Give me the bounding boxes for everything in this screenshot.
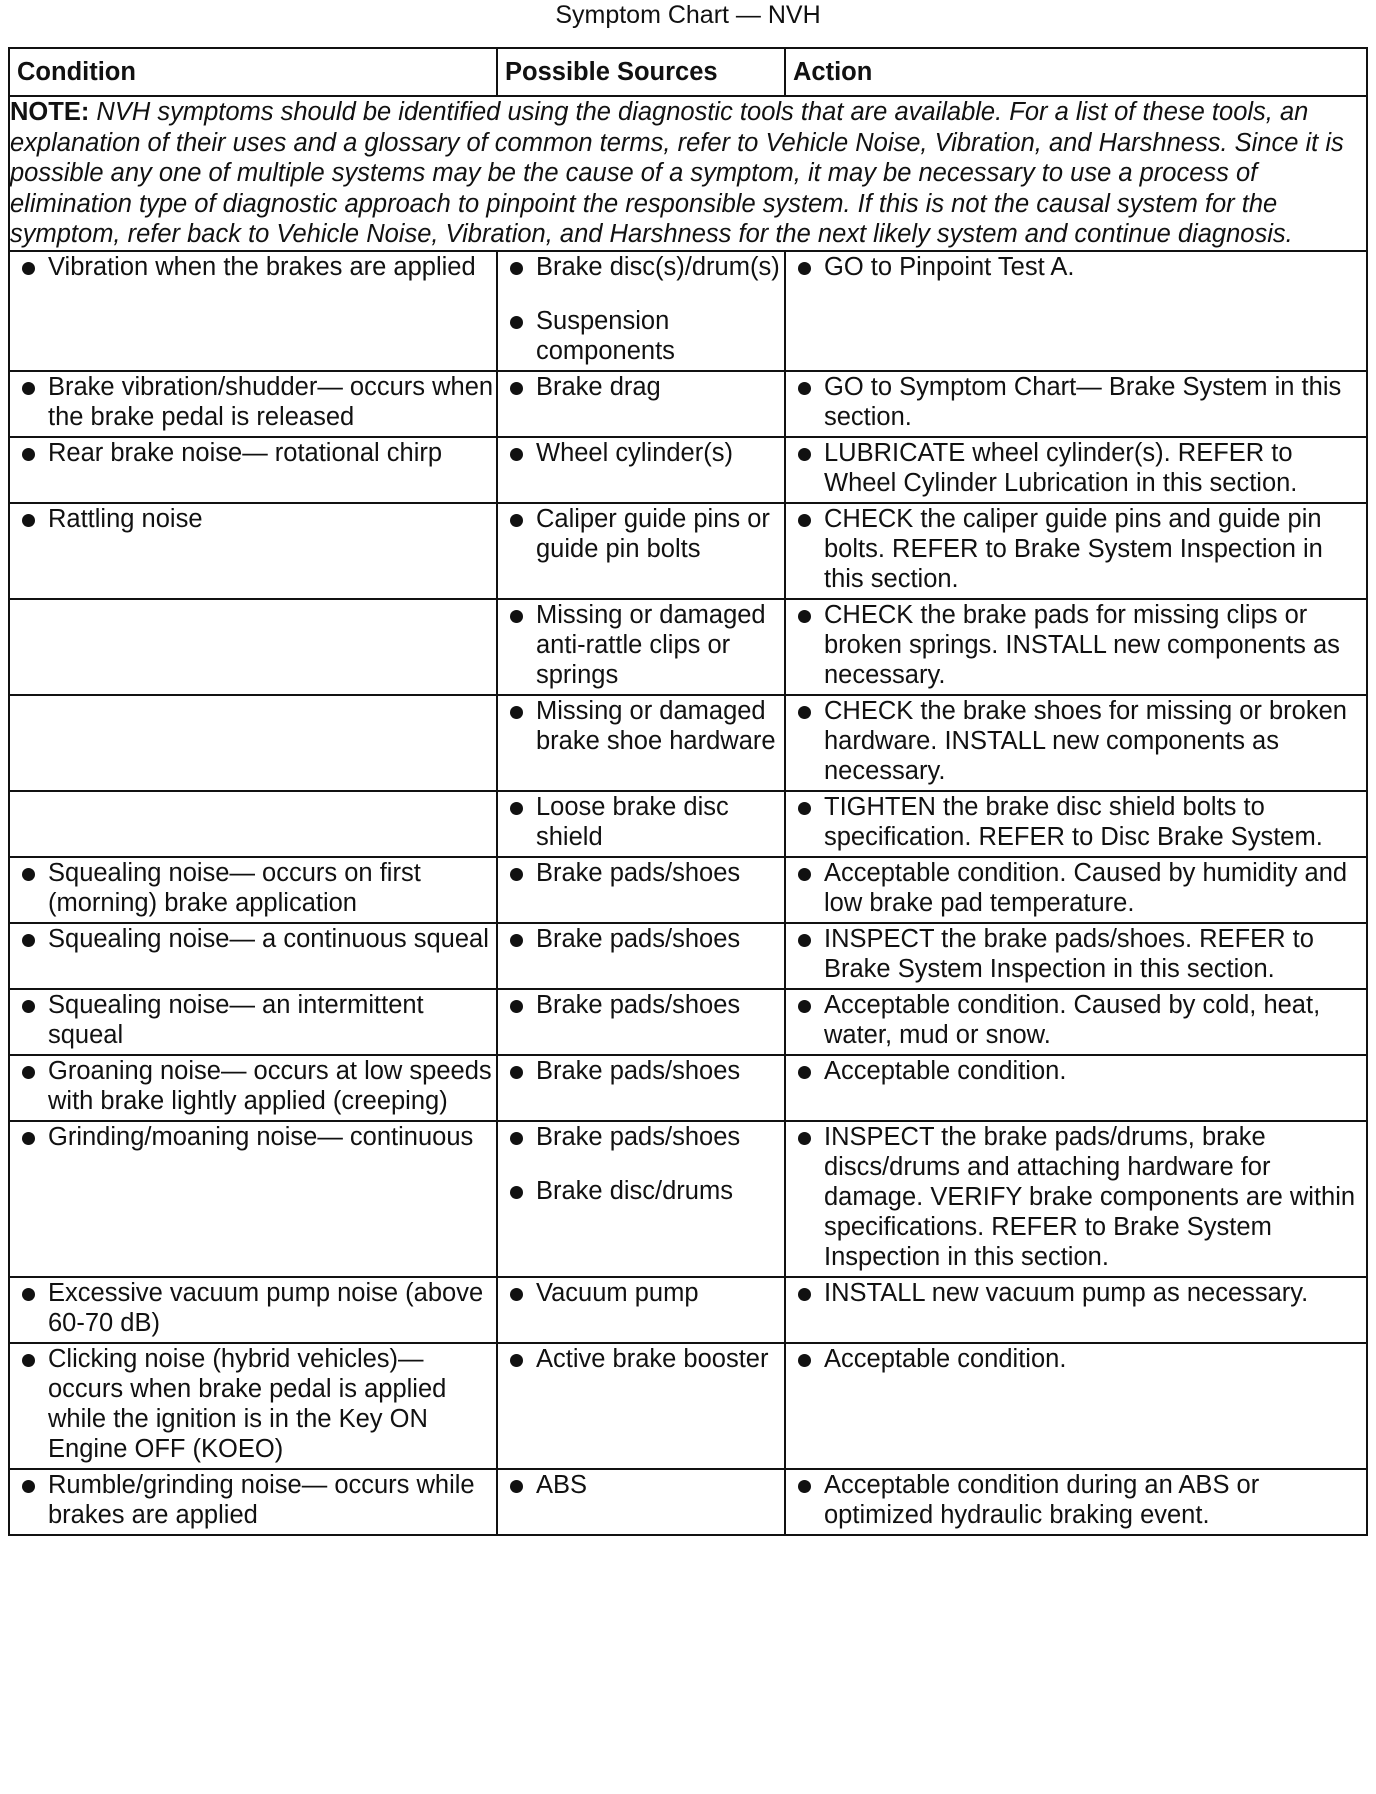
possible-sources-cell — [497, 599, 785, 695]
bullet-dot-icon — [498, 696, 536, 726]
condition-text: Grinding/moaning noise— continuous — [48, 1122, 474, 1151]
bullet-dot-icon — [498, 858, 536, 888]
bullet-dot-icon — [786, 438, 824, 468]
possible-sources-cell — [497, 1055, 785, 1121]
condition-cell — [9, 1469, 497, 1535]
condition-cell — [9, 251, 497, 371]
bullet-dot-icon — [786, 696, 824, 726]
header-condition: Condition — [9, 48, 497, 96]
bullet-dot-icon — [786, 924, 824, 954]
note-text: NVH symptoms should be identified using the diagnostic tools that are available. For a list of these tools, an explanation of their uses and a glossary of common terms, refer to Vehicle Noise, Vibration, and Harshness. Since it is possible any one of multiple systems may be the cause of a symptom, it may be necessary to use a process of elimination type of diagnostic approach to pinpoint the responsible system. If this is not the causal system for the symptom, refer back to Vehicle Noise, Vibration, and Harshness for the next likely system and continue diagnosis. — [10, 98, 1344, 248]
bullet-dot-icon — [10, 438, 48, 468]
bullet-item — [786, 1056, 1366, 1086]
source-text: Vacuum pump — [536, 1278, 699, 1307]
bullet-item — [10, 1122, 496, 1152]
condition-text: Squealing noise— an intermittent squeal — [48, 990, 424, 1049]
bullet-dot-icon — [498, 1470, 536, 1500]
bullet-item — [786, 438, 1366, 498]
action-text: INSPECT the brake pads/shoes. REFER to Brake System Inspection in this section. — [824, 924, 1314, 983]
action-cell — [785, 989, 1367, 1055]
bullet-item — [498, 438, 784, 468]
possible-sources-cell — [497, 695, 785, 791]
header-row — [9, 48, 1367, 96]
action-text: LUBRICATE wheel cylinder(s). REFER to Wheel Cylinder Lubrication in this section. — [824, 438, 1298, 497]
note-label: NOTE: — [10, 98, 90, 126]
condition-text: Clicking noise (hybrid vehicles)— occurs when brake pedal is applied while the ignition is in the Key ON Engine OFF (KOEO) — [48, 1344, 447, 1463]
bullet-item — [786, 372, 1366, 432]
possible-sources-cell — [497, 923, 785, 989]
possible-sources-cell — [497, 989, 785, 1055]
bullet-item — [498, 858, 784, 888]
bullet-item — [10, 924, 496, 954]
bullet-item — [498, 252, 784, 282]
table-row — [9, 989, 1367, 1055]
bullet-item — [786, 990, 1366, 1050]
action-cell — [785, 1055, 1367, 1121]
source-text: Missing or damaged anti-rattle clips or springs — [536, 600, 766, 689]
bullet-item — [498, 372, 784, 402]
bullet-dot-icon — [10, 504, 48, 534]
action-text: Acceptable condition. Caused by cold, heat, water, mud or snow. — [824, 990, 1321, 1049]
action-cell — [785, 1469, 1367, 1535]
condition-cell — [9, 1277, 497, 1343]
action-cell — [785, 599, 1367, 695]
bullet-item — [498, 990, 784, 1020]
condition-cell — [9, 791, 497, 857]
action-cell — [785, 251, 1367, 371]
bullet-dot-icon — [498, 1344, 536, 1374]
bullet-dot-icon — [10, 252, 48, 282]
bullet-dot-icon — [786, 1470, 824, 1500]
bullet-dot-icon — [786, 1278, 824, 1308]
bullet-dot-icon — [786, 372, 824, 402]
action-text: TIGHTEN the brake disc shield bolts to specification. REFER to Disc Brake System. — [824, 792, 1323, 851]
source-text: Loose brake disc shield — [536, 792, 729, 851]
bullet-dot-icon — [786, 1056, 824, 1086]
bullet-dot-icon — [10, 1122, 48, 1152]
bullet-item — [498, 1470, 784, 1500]
note-row — [9, 96, 1367, 251]
condition-cell — [9, 695, 497, 791]
possible-sources-cell — [497, 1343, 785, 1469]
condition-cell — [9, 599, 497, 695]
source-text: Brake pads/shoes — [536, 924, 741, 953]
bullet-item — [10, 1470, 496, 1530]
table-row — [9, 371, 1367, 437]
bullet-dot-icon — [498, 438, 536, 468]
header-action: Action — [785, 48, 1367, 96]
bullet-dot-icon — [498, 372, 536, 402]
bullet-dot-icon — [498, 252, 536, 282]
possible-sources-cell — [497, 1469, 785, 1535]
action-text: GO to Symptom Chart— Brake System in this section. — [824, 372, 1342, 431]
bullet-item — [498, 924, 784, 954]
condition-cell — [9, 371, 497, 437]
source-text: Wheel cylinder(s) — [536, 438, 733, 467]
bullet-item — [498, 1278, 784, 1308]
source-text: Brake drag — [536, 372, 661, 401]
bullet-dot-icon — [10, 1344, 48, 1374]
condition-cell — [9, 989, 497, 1055]
table-row — [9, 1055, 1367, 1121]
source-text: Brake pads/shoes — [536, 990, 741, 1019]
table-row — [9, 695, 1367, 791]
action-text: CHECK the caliper guide pins and guide pin bolts. REFER to Brake System Inspection in this section. — [824, 504, 1323, 593]
bullet-item — [786, 696, 1366, 786]
bullet-item — [498, 504, 784, 564]
symptom-table — [8, 47, 1368, 1536]
bullet-item — [498, 792, 784, 852]
bullet-dot-icon — [786, 504, 824, 534]
bullet-item — [10, 990, 496, 1050]
condition-text: Squealing noise— a continuous squeal — [48, 924, 489, 953]
bullet-dot-icon — [786, 1122, 824, 1152]
possible-sources-cell — [497, 437, 785, 503]
bullet-dot-icon — [10, 990, 48, 1020]
action-text: Acceptable condition. Caused by humidity and low brake pad temperature. — [824, 858, 1348, 917]
bullet-item — [498, 1344, 784, 1374]
source-text: Suspension components — [536, 306, 675, 365]
bullet-dot-icon — [10, 1470, 48, 1500]
condition-cell — [9, 857, 497, 923]
bullet-item — [498, 1056, 784, 1086]
bullet-item — [786, 1470, 1366, 1530]
header-possible-sources: Possible Sources — [497, 48, 785, 96]
bullet-item — [10, 1344, 496, 1464]
bullet-dot-icon — [498, 600, 536, 630]
bullet-item — [786, 792, 1366, 852]
bullet-item — [10, 1056, 496, 1116]
source-text: Brake pads/shoes — [536, 1122, 741, 1151]
source-text: Missing or damaged brake shoe hardware — [536, 696, 776, 755]
action-text: INSTALL new vacuum pump as necessary. — [824, 1278, 1309, 1307]
bullet-dot-icon — [498, 1278, 536, 1308]
table-row — [9, 1343, 1367, 1469]
bullet-dot-icon — [10, 1056, 48, 1086]
table-row — [9, 857, 1367, 923]
bullet-item — [786, 504, 1366, 594]
condition-text: Rattling noise — [48, 504, 203, 533]
bullet-dot-icon — [786, 792, 824, 822]
bullet-item — [786, 1344, 1366, 1374]
bullet-item — [498, 306, 784, 366]
bullet-item — [786, 252, 1366, 282]
action-cell — [785, 1343, 1367, 1469]
bullet-item — [10, 372, 496, 432]
note-cell — [9, 96, 1367, 251]
action-text: CHECK the brake pads for missing clips or broken springs. INSTALL new components as necessary. — [824, 600, 1340, 689]
table-row — [9, 437, 1367, 503]
bullet-dot-icon — [498, 792, 536, 822]
condition-text: Squealing noise— occurs on first (morning) brake application — [48, 858, 421, 917]
bullet-item — [786, 600, 1366, 690]
action-text: INSPECT the brake pads/drums, brake discs/drums and attaching hardware for damage. VERIFY brake components are within specifications. REFER to Brake System Inspection in this section. — [824, 1122, 1356, 1271]
bullet-item — [498, 696, 784, 756]
bullet-dot-icon — [10, 924, 48, 954]
condition-text: Brake vibration/shudder— occurs when the brake pedal is released — [48, 372, 494, 431]
bullet-dot-icon — [498, 1176, 536, 1206]
possible-sources-cell — [497, 857, 785, 923]
bullet-dot-icon — [10, 858, 48, 888]
condition-text: Rumble/grinding noise— occurs while brakes are applied — [48, 1470, 475, 1529]
action-cell — [785, 371, 1367, 437]
table-row — [9, 791, 1367, 857]
bullet-item — [786, 858, 1366, 918]
source-text: Brake disc(s)/drum(s) — [536, 252, 780, 281]
source-text: Active brake booster — [536, 1344, 769, 1373]
table-row — [9, 503, 1367, 599]
action-text: Acceptable condition during an ABS or optimized hydraulic braking event. — [824, 1470, 1260, 1529]
bullet-dot-icon — [498, 1122, 536, 1152]
bullet-dot-icon — [10, 1278, 48, 1308]
bullet-dot-icon — [786, 252, 824, 282]
action-cell — [785, 437, 1367, 503]
bullet-item — [10, 1278, 496, 1338]
bullet-item — [10, 504, 496, 534]
condition-cell — [9, 1055, 497, 1121]
action-cell — [785, 791, 1367, 857]
bullet-item — [498, 1122, 784, 1152]
table-row — [9, 1121, 1367, 1277]
table-row — [9, 251, 1367, 371]
action-cell — [785, 503, 1367, 599]
bullet-dot-icon — [786, 858, 824, 888]
possible-sources-cell — [497, 371, 785, 437]
source-text: Brake pads/shoes — [536, 858, 741, 887]
bullet-dot-icon — [498, 504, 536, 534]
possible-sources-cell — [497, 503, 785, 599]
bullet-item — [786, 1278, 1366, 1308]
action-cell — [785, 1121, 1367, 1277]
possible-sources-cell — [497, 1121, 785, 1277]
table-row — [9, 923, 1367, 989]
condition-text: Vibration when the brakes are applied — [48, 252, 476, 281]
bullet-dot-icon — [786, 1344, 824, 1374]
action-text: Acceptable condition. — [824, 1056, 1067, 1085]
bullet-item — [498, 600, 784, 690]
bullet-item — [10, 252, 496, 282]
condition-cell — [9, 503, 497, 599]
bullet-dot-icon — [498, 924, 536, 954]
source-text: Caliper guide pins or guide pin bolts — [536, 504, 770, 563]
condition-text: Excessive vacuum pump noise (above 60-70 dB) — [48, 1278, 484, 1337]
action-cell — [785, 695, 1367, 791]
table-row — [9, 599, 1367, 695]
action-cell — [785, 1277, 1367, 1343]
condition-cell — [9, 1121, 497, 1277]
condition-cell — [9, 437, 497, 503]
source-text: Brake disc/drums — [536, 1176, 733, 1205]
source-text: ABS — [536, 1470, 588, 1499]
source-text: Brake pads/shoes — [536, 1056, 741, 1085]
action-text: GO to Pinpoint Test A. — [824, 252, 1075, 281]
bullet-item — [10, 438, 496, 468]
condition-cell — [9, 923, 497, 989]
action-text: Acceptable condition. — [824, 1344, 1067, 1373]
bullet-dot-icon — [10, 372, 48, 402]
bullet-dot-icon — [786, 990, 824, 1020]
condition-text: Groaning noise— occurs at low speeds with brake lightly applied (creeping) — [48, 1056, 492, 1115]
possible-sources-cell — [497, 1277, 785, 1343]
condition-text: Rear brake noise— rotational chirp — [48, 438, 443, 467]
action-cell — [785, 923, 1367, 989]
table-row — [9, 1277, 1367, 1343]
bullet-dot-icon — [498, 1056, 536, 1086]
bullet-item — [10, 858, 496, 918]
bullet-item — [786, 924, 1366, 984]
action-cell — [785, 857, 1367, 923]
bullet-item — [498, 1176, 784, 1206]
bullet-item — [786, 1122, 1366, 1272]
bullet-dot-icon — [498, 990, 536, 1020]
bullet-dot-icon — [786, 600, 824, 630]
table-row — [9, 1469, 1367, 1535]
condition-cell — [9, 1343, 497, 1469]
chart-title: Symptom Chart — NVH — [555, 1, 821, 29]
possible-sources-cell — [497, 251, 785, 371]
action-text: CHECK the brake shoes for missing or broken hardware. INSTALL new components as necessary. — [824, 696, 1347, 785]
possible-sources-cell — [497, 791, 785, 857]
bullet-dot-icon — [498, 306, 536, 336]
